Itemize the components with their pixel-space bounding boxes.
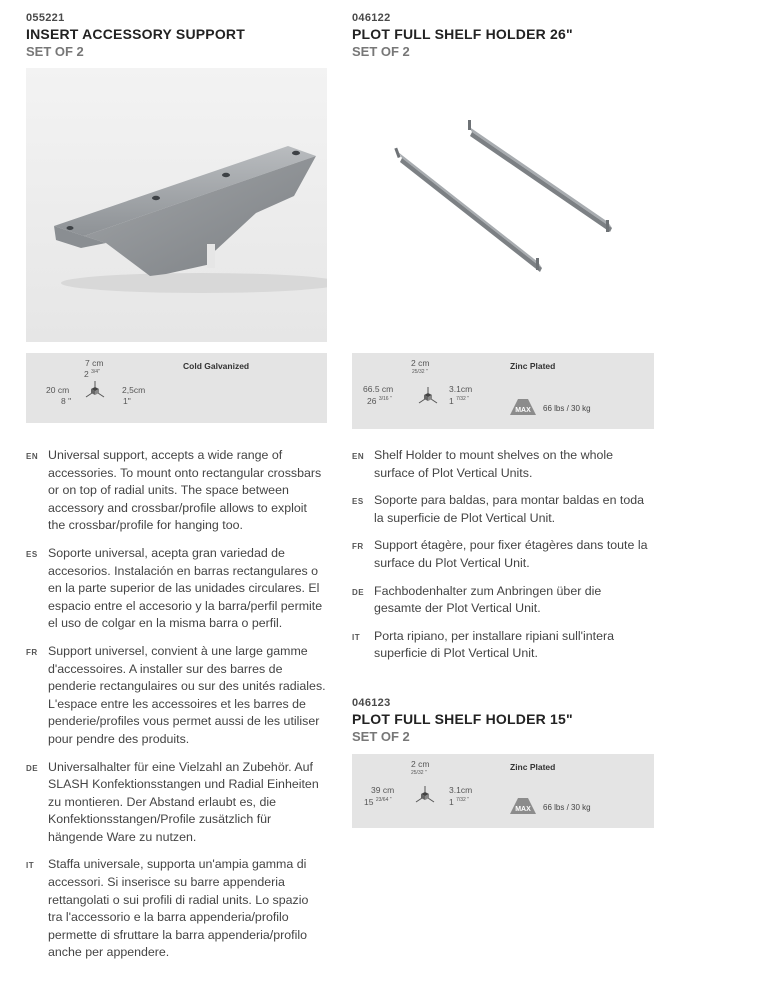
dim-top-in [84, 369, 100, 379]
product-3-header [352, 697, 573, 744]
language-code: IT [26, 861, 35, 871]
language-code: ES [26, 549, 38, 559]
description-text: Soporte universal, acepta gran variedad de accesorios. Instalación en barras rectangulares o en la parte superior de las unidades circulares. El espacio entre el accesorio y la barra/perfil permite el uso de colgar en la misma barra o perfil. [48, 545, 323, 631]
product-1-photo [26, 68, 327, 342]
description-text: Support universel, convient à une large gamme d'accessoires. A installer sur des barres de penderie rectangulaires ou sur des unités radiales. L'espace entre les accessoires et les barres de penderie/profiles vous permet aussi de les utiliser pour pendre des produits. [48, 643, 326, 746]
dim-left-in [364, 797, 392, 807]
product-code: 046122 [352, 12, 391, 24]
max-weight-label: MAX [515, 407, 531, 414]
dim-top-in: 25/32 " [412, 369, 428, 375]
description-fr [26, 643, 326, 749]
description-en [352, 447, 652, 482]
language-code: ES [352, 497, 364, 507]
dim-right-in [449, 396, 469, 406]
dim-right-cm: 3.1cm [449, 384, 473, 394]
description-text: Universal support, accepts a wide range of accessories. To mount onto rectangular crossbars or on top of radial units. The space between accessory and crossbar/profile allows to exploit the crossbar/profile for hanging too. [48, 448, 322, 533]
language-code: IT [352, 632, 361, 642]
max-weight-icon [508, 796, 538, 816]
language-code: FR [26, 647, 38, 657]
dim-top-in-fraction: 3/4 [91, 369, 99, 376]
description-it [26, 856, 326, 962]
max-weight-icon [508, 397, 538, 417]
product-title: PLOT FULL SHELF HOLDER 26" [352, 26, 573, 42]
description-text: Support étagère, pour fixer étagères dans toute la surface du Plot Vertical Unit. [374, 538, 648, 570]
dimension-axes-icon [414, 784, 436, 806]
description-text: Staffa universale, supporta un'ampia gamma di accessori. Si inserisce su barre appenderia rettangolati o sui profili di radial units. Lo spazio tra l'accessorio e la barra appenderia/profilo permette di sfruttare la barra appenderia/profilo anche per appendere. [48, 857, 309, 960]
dim-left-in-fraction: 23/64 " [375, 797, 392, 804]
product-2-photo [352, 68, 654, 342]
product-2-header [352, 12, 573, 59]
language-code: FR [352, 542, 364, 552]
product-subtitle: SET OF 2 [26, 44, 84, 59]
dim-right-in-value: 1 [449, 396, 454, 406]
description-text: Porta ripiano, per installare ripiani sull'intera superficie di Plot Vertical Unit. [374, 628, 614, 661]
description-de [352, 583, 652, 618]
product-2-spec-box [352, 353, 654, 429]
dim-right-in-fraction: 7/32 " [456, 396, 470, 403]
product-code: 046123 [352, 697, 391, 709]
dimension-axes-icon [417, 385, 439, 407]
dim-right-in [449, 797, 469, 807]
dim-right-cm: 3.1cm [449, 785, 473, 795]
product-subtitle: SET OF 2 [352, 729, 410, 744]
product-subtitle: SET OF 2 [352, 44, 410, 59]
description-es [352, 492, 652, 527]
dim-left-in-value: 26 [367, 396, 377, 406]
dim-left-in-fraction: 3/16 " [378, 396, 392, 403]
dim-top-in: 25/32 " [411, 770, 427, 776]
product-title: INSERT ACCESSORY SUPPORT [26, 26, 245, 42]
language-code: EN [26, 452, 39, 461]
language-code: DE [352, 587, 365, 597]
dim-top-cm: 7 cm [85, 358, 104, 368]
dim-left-cm: 20 cm [46, 385, 70, 395]
description-text: Soporte para baldas, para montar baldas en toda la superficie de Plot Vertical Unit. [374, 493, 645, 525]
max-load-value: 66 lbs / 30 kg [543, 404, 591, 413]
dim-top-cm: 2 cm [411, 759, 430, 769]
description-text: Shelf Holder to mount shelves on the whole surface of Plot Vertical Units. [374, 448, 614, 480]
description-text: Fachbodenhalter zum Anbringen über die gesamte der Plot Vertical Unit. [374, 583, 602, 616]
description-text: Universalhalter für eine Vielzahl an Zubehör. Auf SLASH Konfektionsstangen und Radial Einheiten zu montieren. Der Abstand erlaubt es, die Konfektionsstangen/Profile zusätzlich für hängende Ware zu nutzen. [48, 759, 319, 844]
product-2-descriptions [352, 447, 652, 673]
description-es [26, 545, 326, 633]
max-weight-label: MAX [515, 806, 531, 813]
dim-top-cm: 2 cm [411, 358, 430, 368]
dim-right-cm: 2,5cm [122, 385, 146, 395]
description-fr [352, 537, 652, 572]
product-1-descriptions [26, 447, 326, 972]
product-3-spec-box [352, 754, 654, 828]
language-code: DE [26, 763, 39, 773]
description-it [352, 628, 652, 663]
dimension-axes-icon [84, 379, 106, 401]
description-de [26, 759, 326, 847]
dim-left-in: 8 " [61, 396, 72, 406]
dim-right-in: 1" [123, 396, 131, 406]
dim-right-in-fraction: 7/32 " [456, 797, 470, 804]
dim-left-in-value: 15 [364, 797, 374, 807]
finish-label: Zinc Plated [510, 361, 556, 371]
max-load-value: 66 lbs / 30 kg [543, 803, 591, 812]
dim-left-cm: 66.5 cm [363, 384, 394, 394]
accessory-support-bracket-image [26, 68, 327, 342]
finish-label: Zinc Plated [510, 762, 556, 772]
product-1-header [26, 12, 245, 59]
language-code: EN [352, 452, 365, 461]
finish-label: Cold Galvanized [183, 361, 250, 371]
description-en [26, 447, 326, 535]
product-code: 055221 [26, 12, 65, 24]
dim-right-in-value: 1 [449, 797, 454, 807]
product-1-spec-box [26, 353, 327, 423]
dim-left-cm: 39 cm [371, 785, 395, 795]
dim-top-in-value: 2 [84, 369, 89, 379]
product-title: PLOT FULL SHELF HOLDER 15" [352, 711, 573, 727]
shelf-holder-rails-image [352, 68, 654, 342]
dim-top-in-unit: " [98, 369, 100, 376]
dim-left-in [367, 396, 392, 406]
